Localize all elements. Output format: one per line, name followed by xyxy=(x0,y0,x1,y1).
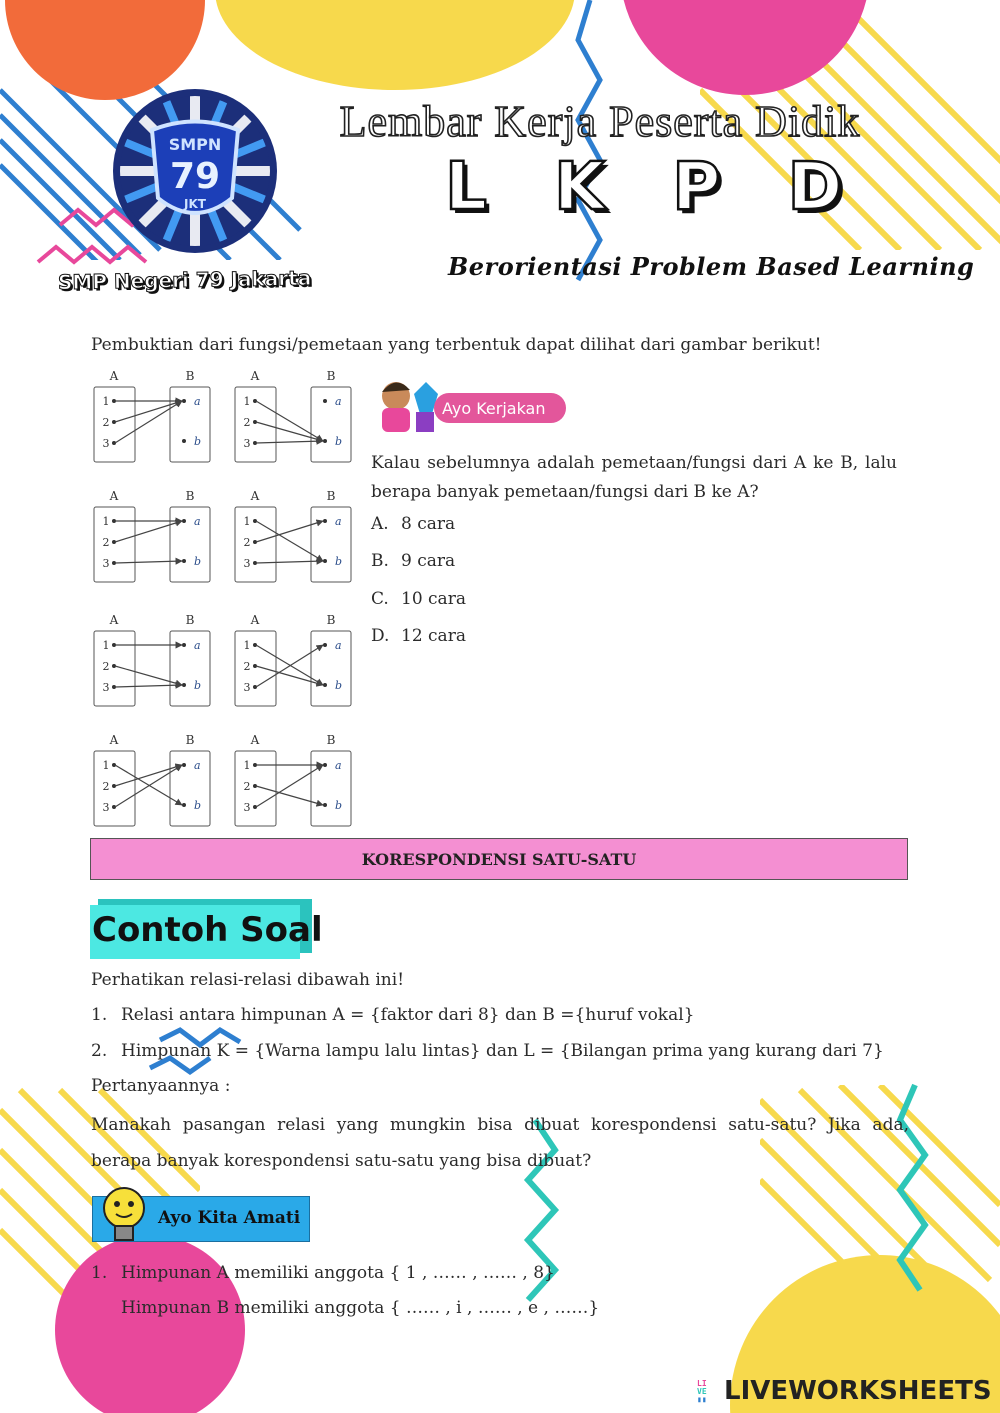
set-a-element: 1 xyxy=(102,515,110,528)
option-letter: D. xyxy=(371,626,390,646)
element-dot xyxy=(182,559,186,563)
item-number: 1. xyxy=(91,1263,108,1283)
option-a[interactable] xyxy=(371,513,455,535)
mapping-arrow xyxy=(256,441,323,443)
element-dot xyxy=(182,683,186,687)
logo-top-text: SMPN xyxy=(168,135,222,154)
element-dot xyxy=(323,803,327,807)
mapping-arrow xyxy=(256,521,323,542)
set-a-box xyxy=(94,387,135,462)
set-a-element: 2 xyxy=(102,536,110,549)
mapping-diagram xyxy=(94,613,210,706)
mapping-arrow xyxy=(115,521,182,542)
student-illustration xyxy=(374,374,438,436)
element-dot xyxy=(323,399,327,403)
set-a-label: A xyxy=(250,613,260,627)
mapping-arrow xyxy=(256,521,323,561)
worksheet-acronym: L K P D xyxy=(445,148,865,225)
set-b-box xyxy=(170,751,210,826)
set-b-element: a xyxy=(335,639,342,652)
option-b[interactable] xyxy=(371,550,455,572)
set-a-box xyxy=(94,751,135,826)
set-b-element: b xyxy=(194,799,202,812)
set-b-label: B xyxy=(326,489,336,503)
set-a-element: 2 xyxy=(243,416,251,429)
option-letter: A. xyxy=(371,514,389,534)
set-a-element: 1 xyxy=(243,395,251,408)
set-a-box xyxy=(235,387,276,462)
mapping-diagram xyxy=(235,733,351,826)
set-a-label: A xyxy=(250,369,260,383)
set-a-element: 2 xyxy=(243,536,251,549)
set-a-element: 2 xyxy=(102,660,110,673)
element-dot xyxy=(182,399,186,403)
element-dot xyxy=(323,439,327,443)
mapping-arrow xyxy=(115,666,182,685)
mapping-arrow xyxy=(115,685,182,687)
liveworksheets-logo-icon: LI VE ▮▮ xyxy=(697,1379,707,1404)
set-a-element: 2 xyxy=(243,660,251,673)
mapping-arrow xyxy=(256,401,323,441)
school-logo xyxy=(112,88,278,254)
item-text: Relasi antara himpunan A = {faktor dari 8} dan B ={huruf vokal} xyxy=(121,1005,695,1025)
set-b-box xyxy=(311,507,351,582)
himpunan-b-line: Himpunan B memiliki anggota { …… , i , …… , e , ……} xyxy=(121,1298,600,1318)
set-b-element: b xyxy=(335,435,343,448)
set-b-element: a xyxy=(194,515,201,528)
option-letter: C. xyxy=(371,589,389,609)
mapping-arrow xyxy=(256,666,323,685)
option-text: 10 cara xyxy=(401,589,466,609)
contoh-item-1 xyxy=(91,1004,695,1026)
mapping-diagram xyxy=(235,369,351,462)
set-a-label: A xyxy=(250,733,260,747)
contoh-item-2 xyxy=(91,1040,884,1062)
set-b-element: b xyxy=(194,555,202,568)
element-dot xyxy=(182,803,186,807)
set-a-element: 3 xyxy=(102,557,110,570)
set-a-element: 1 xyxy=(102,639,110,652)
set-b-element: b xyxy=(335,799,343,812)
set-b-label: B xyxy=(185,369,195,383)
option-text: 12 cara xyxy=(401,626,466,646)
mapping-arrow xyxy=(256,561,323,563)
mapping-arrow xyxy=(256,786,323,805)
question-label: Pertanyaannya : xyxy=(91,1076,231,1096)
set-a-element: 3 xyxy=(243,801,251,814)
set-a-element: 3 xyxy=(102,437,110,450)
set-b-label: B xyxy=(185,489,195,503)
set-b-label: B xyxy=(326,613,336,627)
worksheet-subtitle: Berorientasi Problem Based Learning xyxy=(448,252,975,281)
mapping-arrow xyxy=(115,765,182,786)
element-dot xyxy=(323,763,327,767)
set-a-label: A xyxy=(109,369,119,383)
set-a-box xyxy=(235,507,276,582)
set-a-element: 1 xyxy=(102,759,110,772)
mapping-arrow xyxy=(256,765,323,807)
ayo-kita-amati-label: Ayo Kita Amati xyxy=(158,1208,301,1228)
ayo-kerjakan-question: Kalau sebelumnya adalah pemetaan/fungsi dari A ke B, lalu berapa banyak pemetaan/fungsi dari B ke A? xyxy=(371,453,897,502)
item-number: 1. xyxy=(91,1005,108,1025)
option-d[interactable] xyxy=(371,625,466,647)
mapping-arrow xyxy=(115,401,182,443)
option-letter: B. xyxy=(371,551,389,571)
set-a-element: 2 xyxy=(102,780,110,793)
element-dot xyxy=(323,683,327,687)
mapping-diagrams xyxy=(88,365,360,827)
set-b-box xyxy=(311,387,351,462)
orange-circle-decoration xyxy=(5,0,205,100)
pink-circle-decoration xyxy=(620,0,870,95)
item-number: 2. xyxy=(91,1041,108,1061)
mapping-arrow xyxy=(115,561,182,563)
set-a-element: 3 xyxy=(102,681,110,694)
mapping-diagram xyxy=(235,489,351,582)
option-text: 8 cara xyxy=(401,514,456,534)
set-b-label: B xyxy=(326,369,336,383)
set-a-label: A xyxy=(250,489,260,503)
intro-text: Pembuktian dari fungsi/pemetaan yang terbentuk dapat dilihat dari gambar berikut! xyxy=(91,335,822,355)
option-text: 9 cara xyxy=(401,551,456,571)
set-b-box xyxy=(170,631,210,706)
mapping-diagram xyxy=(94,489,210,582)
option-c[interactable] xyxy=(371,588,466,610)
set-a-label: A xyxy=(109,733,119,747)
set-a-element: 2 xyxy=(102,416,110,429)
set-a-element: 3 xyxy=(102,801,110,814)
mapping-arrow xyxy=(256,422,323,441)
lightbulb-icon xyxy=(96,1182,152,1250)
mapping-diagram xyxy=(94,733,210,826)
mapping-diagram xyxy=(235,613,351,706)
set-b-box xyxy=(170,387,210,462)
mapping-arrow xyxy=(115,401,182,422)
item-text: Himpunan K = {Warna lampu lalu lintas} dan L = {Bilangan prima yang kurang dari 7} xyxy=(121,1041,884,1061)
logo-bottom-text: JKT xyxy=(184,197,206,211)
set-a-element: 1 xyxy=(243,759,251,772)
set-b-element: b xyxy=(194,435,202,448)
school-name: SMP Negeri 79 Jakarta xyxy=(57,265,312,295)
set-b-element: a xyxy=(335,759,342,772)
set-a-element: 1 xyxy=(243,515,251,528)
set-b-element: a xyxy=(194,759,201,772)
contoh-soal-heading: Contoh Soal xyxy=(92,910,323,950)
section-banner: KORESPONDENSI SATU-SATU xyxy=(90,838,908,880)
set-b-label: B xyxy=(326,733,336,747)
set-a-element: 1 xyxy=(243,639,251,652)
set-a-label: A xyxy=(109,613,119,627)
set-b-element: a xyxy=(335,395,342,408)
element-dot xyxy=(182,439,186,443)
set-a-box xyxy=(94,631,135,706)
set-b-box xyxy=(311,631,351,706)
set-b-label: B xyxy=(185,613,195,627)
amati-item-1 xyxy=(91,1262,555,1284)
worksheet-title: Lembar Kerja Peserta Didik xyxy=(339,97,861,146)
contoh-lead: Perhatikan relasi-relasi dibawah ini! xyxy=(91,970,405,990)
set-b-element: a xyxy=(194,395,201,408)
element-dot xyxy=(323,559,327,563)
set-b-element: b xyxy=(194,679,202,692)
set-b-element: b xyxy=(335,555,343,568)
ayo-kerjakan-badge: Ayo Kerjakan xyxy=(434,393,566,423)
himpunan-a-line: Himpunan A memiliki anggota { 1 , …… , …… , 8} xyxy=(121,1263,555,1283)
element-dot xyxy=(323,519,327,523)
element-dot xyxy=(182,763,186,767)
element-dot xyxy=(182,519,186,523)
set-b-element: a xyxy=(335,515,342,528)
set-a-label: A xyxy=(109,489,119,503)
element-dot xyxy=(323,643,327,647)
element-dot xyxy=(182,643,186,647)
set-a-box xyxy=(94,507,135,582)
contoh-question: Manakah pasangan relasi yang mungkin bisa dibuat korespondensi satu-satu? Jika ada, berapa banyak korespondensi satu-satu yang bisa dibuat? xyxy=(91,1115,909,1171)
set-a-element: 1 xyxy=(102,395,110,408)
set-b-box xyxy=(170,507,210,582)
set-b-box xyxy=(311,751,351,826)
set-a-element: 3 xyxy=(243,557,251,570)
set-a-box xyxy=(235,631,276,706)
set-b-label: B xyxy=(185,733,195,747)
set-a-box xyxy=(235,751,276,826)
set-a-element: 2 xyxy=(243,780,251,793)
set-a-element: 3 xyxy=(243,437,251,450)
set-b-element: b xyxy=(335,679,343,692)
mapping-diagram xyxy=(94,369,210,462)
liveworksheets-brand[interactable]: LIVEWORKSHEETS xyxy=(724,1376,992,1406)
set-b-element: a xyxy=(194,639,201,652)
set-a-element: 3 xyxy=(243,681,251,694)
logo-number: 79 xyxy=(169,156,221,197)
